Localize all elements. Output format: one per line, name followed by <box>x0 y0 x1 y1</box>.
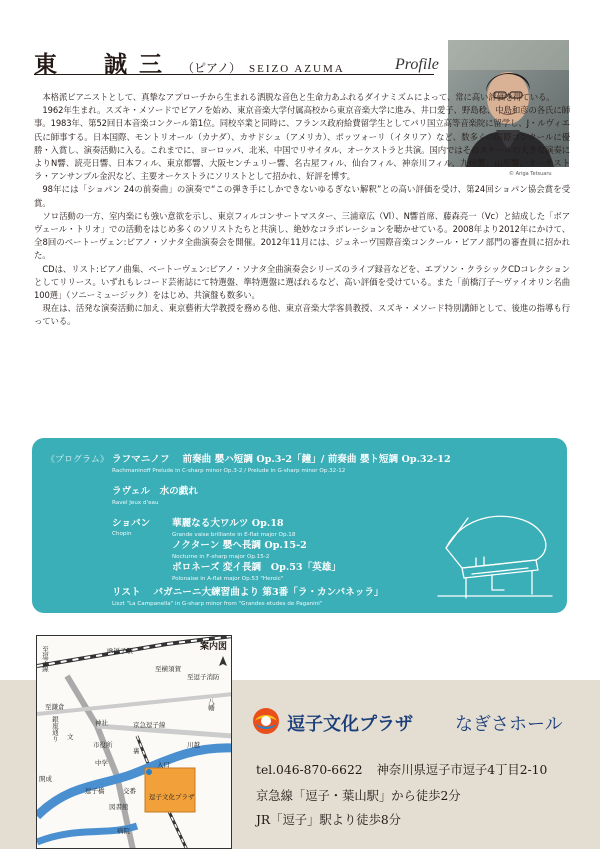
program-work-title-en: Grande valse brilliante in E-flat major Op.18 <box>172 532 296 538</box>
access-map <box>36 635 232 849</box>
map-label-jr-zushi: JR逗子駅 <box>107 647 133 655</box>
venue-contact-line <box>256 760 547 778</box>
program-work-title-en: Ravel Jeux d'eau <box>112 500 159 506</box>
venue-address: 神奈川県逗子市逗子4丁目2-10 <box>376 763 548 777</box>
program-item-chopin-waltz <box>172 515 295 538</box>
venue-name: 逗子文化プラザ <box>287 714 413 735</box>
map-title: 案内図 <box>199 642 227 652</box>
venue-logo-icon <box>252 707 280 735</box>
composer-chopin-en: Chopin <box>112 531 132 537</box>
map-label-rear: 裏 <box>133 747 140 755</box>
map-label-line-zushi: 至逗子線 <box>41 646 49 672</box>
biography <box>34 91 570 329</box>
program-work-title-en: Rachmaninoff Prelude in C-sharp minor Op.3-2 / Prelude in G-sharp minor Op.32-12 <box>112 468 346 474</box>
bio-paragraph: 1962年生まれ。スズキ・メソードでピアノを始め、東京音楽大学付属高校から東京音楽大学に進み、井口愛子、野島稔、中島和彦の各氏に師事。1983年、第52回日本音楽コンクール第1位。同校卒業と同時に、フランス政府給費留学生としてパリ国立高等音楽院に留学し、J・ルヴィエ氏に師事する。日本国際、モントリオール（カナダ）、カサドシュ（アメリカ）、ポッツォーリ（イタリア）など、数多くの国際コンクールに優勝・入賞し、演奏活動に入る。これまでに、ヨーロッパ、北米、中国でリサイタル、オーケストラと共演。国内ではそのスケールの大きな演奏によりN響、読売日響、日本フィル、東京都響、大阪センチュリー響、名古屋フィル、仙台フィル、神奈川フィル、九州響、山形響、オーケストラ・アンサンブル金沢など、主要オーケストラにソリストとして招かれ、好評を博す。 <box>34 105 570 182</box>
program-work-title: ラフマニノフ 前奏曲 嬰ハ短調 Op.3-2「鐘」/ 前奏曲 嬰ト短調 Op.32-12 <box>112 454 451 465</box>
map-label-bridge: 逗子橋 <box>85 787 105 795</box>
map-label-line-yokosuka: 至横須賀 <box>155 665 181 673</box>
venue-access-keikyu: 京急線「逗子・葉山駅」から徒歩2分 <box>256 789 461 803</box>
map-label-library: 図書館 <box>109 803 129 811</box>
header-divider <box>34 74 434 75</box>
bio-paragraph: 現在は、活発な演奏活動に加え、東京藝術大学教授を務める他、東京音楽大学客員教授、スズキ・メソード特別講師として、後進の指導も行っている。 <box>34 303 570 327</box>
map-label-cross: 文 <box>67 733 74 741</box>
map-label-hall-building: 逗子文化プラザ <box>149 793 195 801</box>
program-work-title-en: Liszt "La Campanella" in G-sharp minor from "Grandes etudes de Paganini" <box>112 601 323 607</box>
map-label-ginza: 銀座通り <box>51 716 59 742</box>
profile-heading: Profile <box>395 56 439 73</box>
map-label-school: 中学 <box>95 759 108 767</box>
map-label-kawagoe: 川越 <box>187 741 200 749</box>
grand-piano-illustration <box>432 508 557 603</box>
map-label-city-hall: 市役所 <box>93 741 113 749</box>
bio-paragraph: 98年には「ショパン 24の前奏曲」の演奏で“この弾き手にしかできないゆるぎない解釈”との高い評価を受け、第24回ショパン協会賞を受賞。 <box>34 184 570 208</box>
program-work-title: リスト パガニーニ大練習曲より 第3番「ラ・カンパネッラ」 <box>112 587 384 598</box>
bio-paragraph: 本格派ピアニストとして、真摯なアプローチから生まれる洒脱な音色と生命力あふれるダイナミズムによって、常に高い評価を得ている。 <box>42 92 555 102</box>
composer-chopin: ショパン <box>112 518 151 529</box>
map-label-hachiman: 八幡 <box>207 698 215 711</box>
program-work-title: 華麗なる大ワルツ Op.18 <box>172 518 284 529</box>
map-label-line-kamakura: 至鎌倉 <box>45 703 65 711</box>
map-label-shrine: 神社 <box>95 719 108 727</box>
map-drawing <box>37 636 232 849</box>
program-label: 《プログラム》 <box>46 455 109 465</box>
program-item-liszt <box>112 584 384 607</box>
program-work-title: ラヴェル 水の戯れ <box>112 486 198 497</box>
map-label-police: 交番 <box>123 787 136 795</box>
program-item-ravel <box>112 483 198 506</box>
program-work-title-en: Nocturne in F-sharp major Op.15-2 <box>172 554 270 560</box>
program-item-rachmaninoff <box>112 451 451 474</box>
program-item-chopin-nocturne <box>172 537 307 560</box>
photo-credit: © Ariga Tetsuaru <box>509 171 552 177</box>
artist-name: 東 誠三 <box>34 51 174 78</box>
map-label-entrance: 入口 <box>157 761 170 769</box>
venue-access-jr: JR「逗子」駅より徒歩8分 <box>256 813 401 827</box>
program-work-title: ポロネーズ 変イ長調 Op.53「英雄」 <box>172 562 341 573</box>
program-work-title-en: Polonaise in A-flat major Op.53 "Heroic" <box>172 576 284 582</box>
venue-hall-name: なぎさホール <box>455 714 563 735</box>
bio-paragraph: ソロ活動の一方、室内楽にも強い意欲を示し、東京フィルコンサートマスター、三浦章広（Vl）、N響首席、藤森亮一（Vc）と結成した「ボアヴェール・トリオ」での活動をはじめ多くのソリストたちと共演し、絶妙なコラボレーションを聴かせている。2008年より2012年にかけて、全8回のベートーヴェン:ピアノ・ソナタ全曲演奏会を開催。2012年11月には、ジュネーヴ国際音楽コンクール・ピアノ部門の審査員に招かれた。 <box>34 210 570 261</box>
map-label-keikyu: 京急逗子線 <box>133 721 166 729</box>
program-work-title: ノクターン 嬰ヘ長調 Op.15-2 <box>172 540 307 551</box>
bio-paragraph: CDは、リスト:ピアノ曲集、ベートーヴェン:ピアノ・ソナタ全曲演奏会シリーズのライブ録音などを、エプソン・クラシックCDコレクションとしてリリース。いずれもレコード芸術誌にて特選盤、準特選盤に選ばれるなど、高い評価を受けている。また「前橋汀子～ヴァイオリン名曲100選」（ソニーミュージック）をはじめ、共演盤も数多い。 <box>34 263 570 301</box>
map-label-hospital: 病院 <box>117 827 130 835</box>
map-label-kaisei: 開成 <box>39 775 52 783</box>
map-label-line-zushi-fire: 至逗子消防 <box>187 673 220 681</box>
venue-tel: tel.046-870-6622 <box>256 763 363 777</box>
program-item-chopin-polonaise <box>172 559 341 582</box>
program-panel <box>32 438 567 613</box>
artist-name-roman: SEIZO AZUMA <box>249 63 345 75</box>
artist-role: （ピアノ） <box>182 61 242 75</box>
